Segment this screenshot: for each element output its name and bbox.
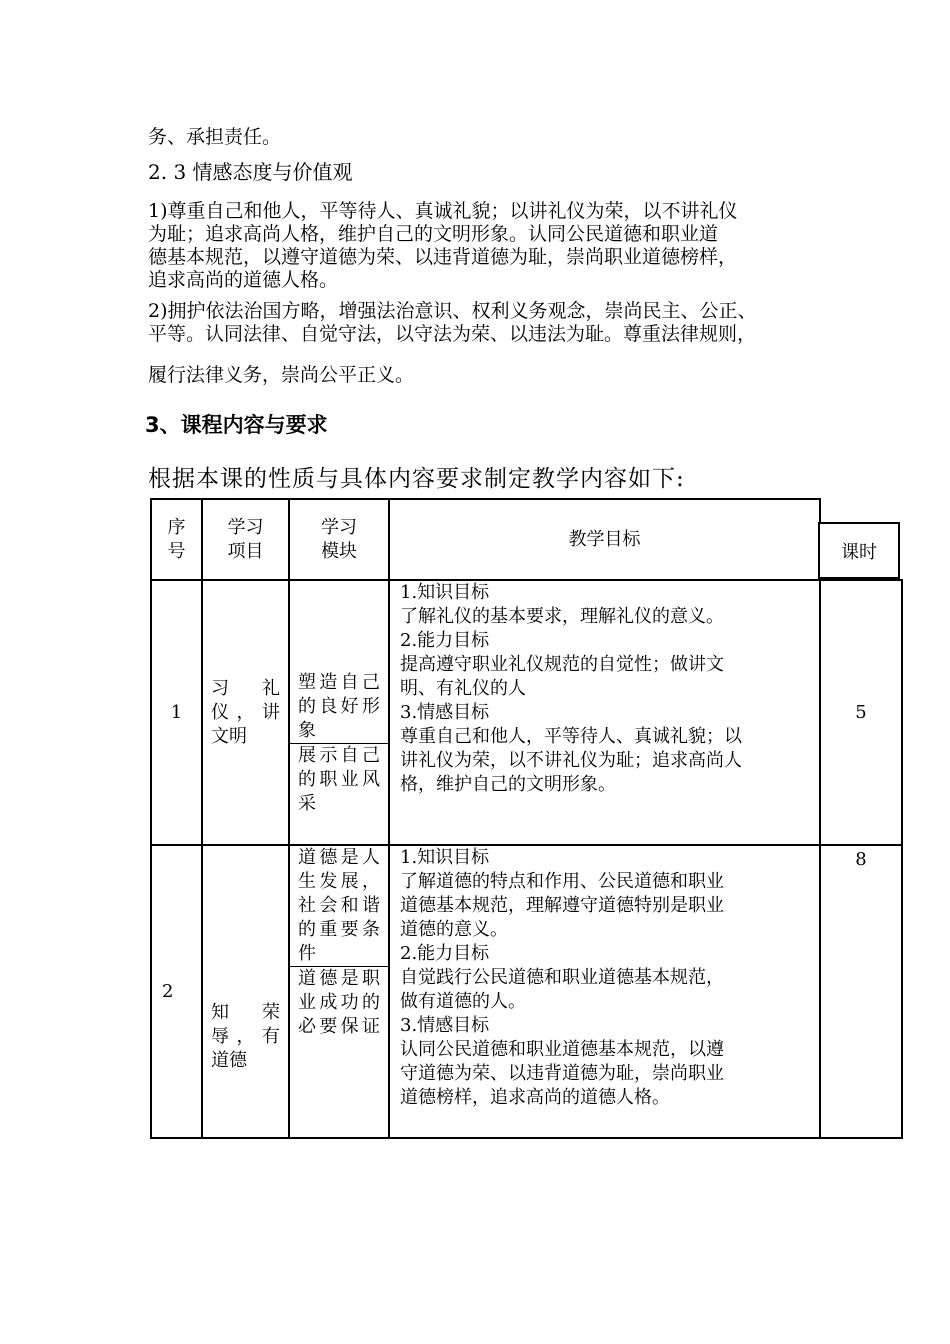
paragraph-1-line: 追求高尚的道德人格。 [148, 269, 339, 291]
row-goal: 1.知识目标 了解礼仪的基本要求，理解礼仪的意义。 2.能力目标 提高遵守职业礼仪规范的自觉性；做讲文 明、有礼仪的人 3.情感目标 尊重自己和他人，平等待人、真诚礼貌；以 讲礼仪为荣，以不讲礼仪为耻；追求高尚人 格，维护自己的文明形象。 [389, 580, 820, 845]
header-num: 序 号 [151, 499, 202, 580]
module-item: 道德是人生发展，社会和谐的重要条件 [298, 847, 380, 964]
paragraph-2-line: 平等。认同法律、自觉守法，以守法为荣、以违法为耻。尊重法律规则， [148, 323, 757, 345]
header-hours: 课时 [818, 522, 900, 579]
table-row [151, 580, 902, 845]
row-num: 1 [151, 580, 202, 845]
row-hours: 8 [820, 845, 902, 1138]
table-header-row [151, 499, 902, 580]
section-3-intro: 根据本课的性质与具体内容要求制定教学内容如下: [148, 466, 685, 492]
course-content-table [150, 498, 903, 1139]
table-row [151, 845, 902, 1138]
row-hours: 5 [820, 580, 902, 845]
paragraph-1-line: 德基本规范，以遵守道德为荣、以违背道德为耻，崇尚职业道德榜样， [148, 246, 738, 268]
paragraph-1-line: 1)尊重自己和他人，平等待人、真诚礼貌；以讲礼仪为荣，以不讲礼仪 [148, 200, 738, 222]
paragraph-2-line: 2)拥护依法治国方略，增强法治意识、权利义务观念，崇尚民主、公正、 [148, 300, 757, 322]
row-modules [289, 580, 389, 845]
paragraph-2-last-line: 履行法律义务，崇尚公平正义。 [148, 364, 415, 386]
heading-2-3: 2. 3 情感态度与价值观 [148, 160, 353, 184]
row-project: 习 礼仪，讲文明 [202, 580, 289, 845]
row-project: 知 荣辱，有道德 [202, 845, 289, 1138]
row-num: 2 [151, 845, 202, 1138]
header-project: 学习 项目 [202, 499, 289, 580]
paragraph-1 [148, 200, 738, 292]
module-item: 道德是职业成功的必要保证 [298, 968, 380, 1037]
header-goal: 教学目标 [389, 499, 820, 580]
paragraph-2 [148, 300, 757, 346]
text-line-responsibility: 务、承担责任。 [148, 126, 282, 148]
header-module: 学习 模块 [289, 499, 389, 580]
row-modules [289, 845, 389, 1138]
module-item: 展示自己的职业风采 [298, 745, 380, 814]
row-goal: 1.知识目标 了解道德的特点和作用、公民道德和职业 道德基本规范，理解遵守道德特别是职业 道德的意义。 2.能力目标 自觉践行公民道德和职业道德基本规范， 做有道德的人。 3.情感目标 认同公民道德和职业道德基本规范，以遵 守道德为荣、以违背道德为耻，崇尚职业 道德榜样，追求高尚的道德人格。 [389, 845, 820, 1138]
section-3-title: 3、课程内容与要求 [145, 413, 328, 437]
paragraph-1-line: 为耻；追求高尚人格，维护自己的文明形象。认同公民道德和职业道 [148, 223, 719, 245]
module-item: 塑造自己的良好形象 [298, 672, 380, 741]
